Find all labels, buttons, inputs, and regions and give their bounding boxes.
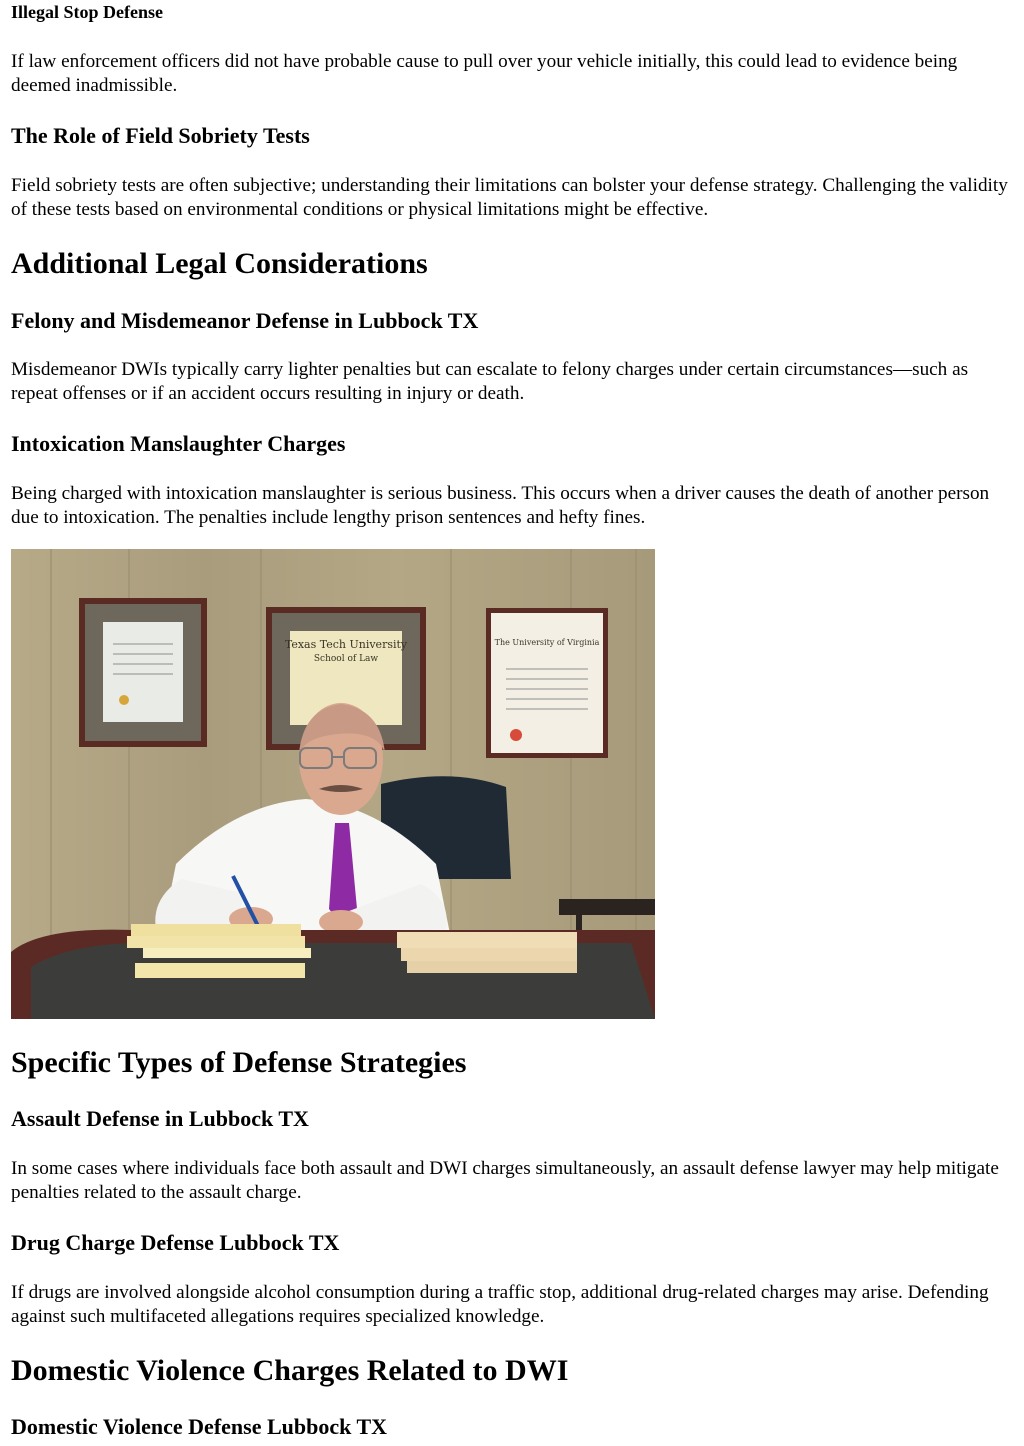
- heading-felony-misdemeanor: Felony and Misdemeanor Defense in Lubbock TX: [11, 308, 479, 333]
- heading-intox-manslaughter: Intoxication Manslaughter Charges: [11, 431, 346, 456]
- file-folders-right: [397, 932, 577, 973]
- paragraph-illegal-stop: If law enforcement officers did not have probable cause to pull over your vehicle initially, this could lead to evidence being deemed inadmissible.: [11, 51, 958, 96]
- diploma-right-title: The University of Virginia: [494, 638, 600, 647]
- paragraph-drug: If drugs are involved alongside alcohol consumption during a traffic stop, additional drug-related charges may arise. Defending against such multifaceted allegations requires specialized knowledge.: [11, 1282, 989, 1327]
- heading-drug: Drug Charge Defense Lubbock TX: [11, 1230, 340, 1255]
- diploma-right-frame: [486, 608, 608, 758]
- heading-additional-legal: Additional Legal Considerations: [11, 247, 428, 280]
- heading-domestic: Domestic Violence Charges Related to DWI: [11, 1354, 569, 1387]
- diploma-center-title: Texas Tech University: [284, 638, 408, 651]
- heading-illegal-stop: Illegal Stop Defense: [11, 2, 163, 22]
- paragraph-intox-manslaughter: Being charged with intoxication manslaughter is serious business. This occurs when a driver causes the death of another person due to intoxication. The penalties include lengthy prison sentences and hefty fines.: [11, 483, 990, 528]
- paragraph-assault: In some cases where individuals face both assault and DWI charges simultaneously, an assault defense lawyer may help mitigate penalties related to the assault charge.: [11, 1158, 999, 1203]
- diploma-left-frame: [79, 598, 207, 747]
- heading-assault: Assault Defense in Lubbock TX: [11, 1106, 309, 1131]
- heading-domestic-defense: Domestic Violence Defense Lubbock TX: [11, 1414, 388, 1439]
- legal-pads-left: [127, 924, 311, 978]
- heading-field-sobriety: The Role of Field Sobriety Tests: [11, 123, 310, 148]
- diploma-center-subtitle: School of Law: [313, 654, 379, 664]
- heading-specific-types: Specific Types of Defense Strategies: [11, 1046, 467, 1079]
- paragraph-felony-misdemeanor: Misdemeanor DWIs typically carry lighter penalties but can escalate to felony charges under certain circumstances—such as repeat offenses or if an accident occurs resulting in injury or death.: [11, 359, 969, 404]
- lawyer-office-photo: [11, 549, 655, 1019]
- paragraph-field-sobriety: Field sobriety tests are often subjective; understanding their limitations can bolster your defense strategy. Challenging the validity of these tests based on environmental conditions or physical limitations might be effective.: [11, 175, 1008, 220]
